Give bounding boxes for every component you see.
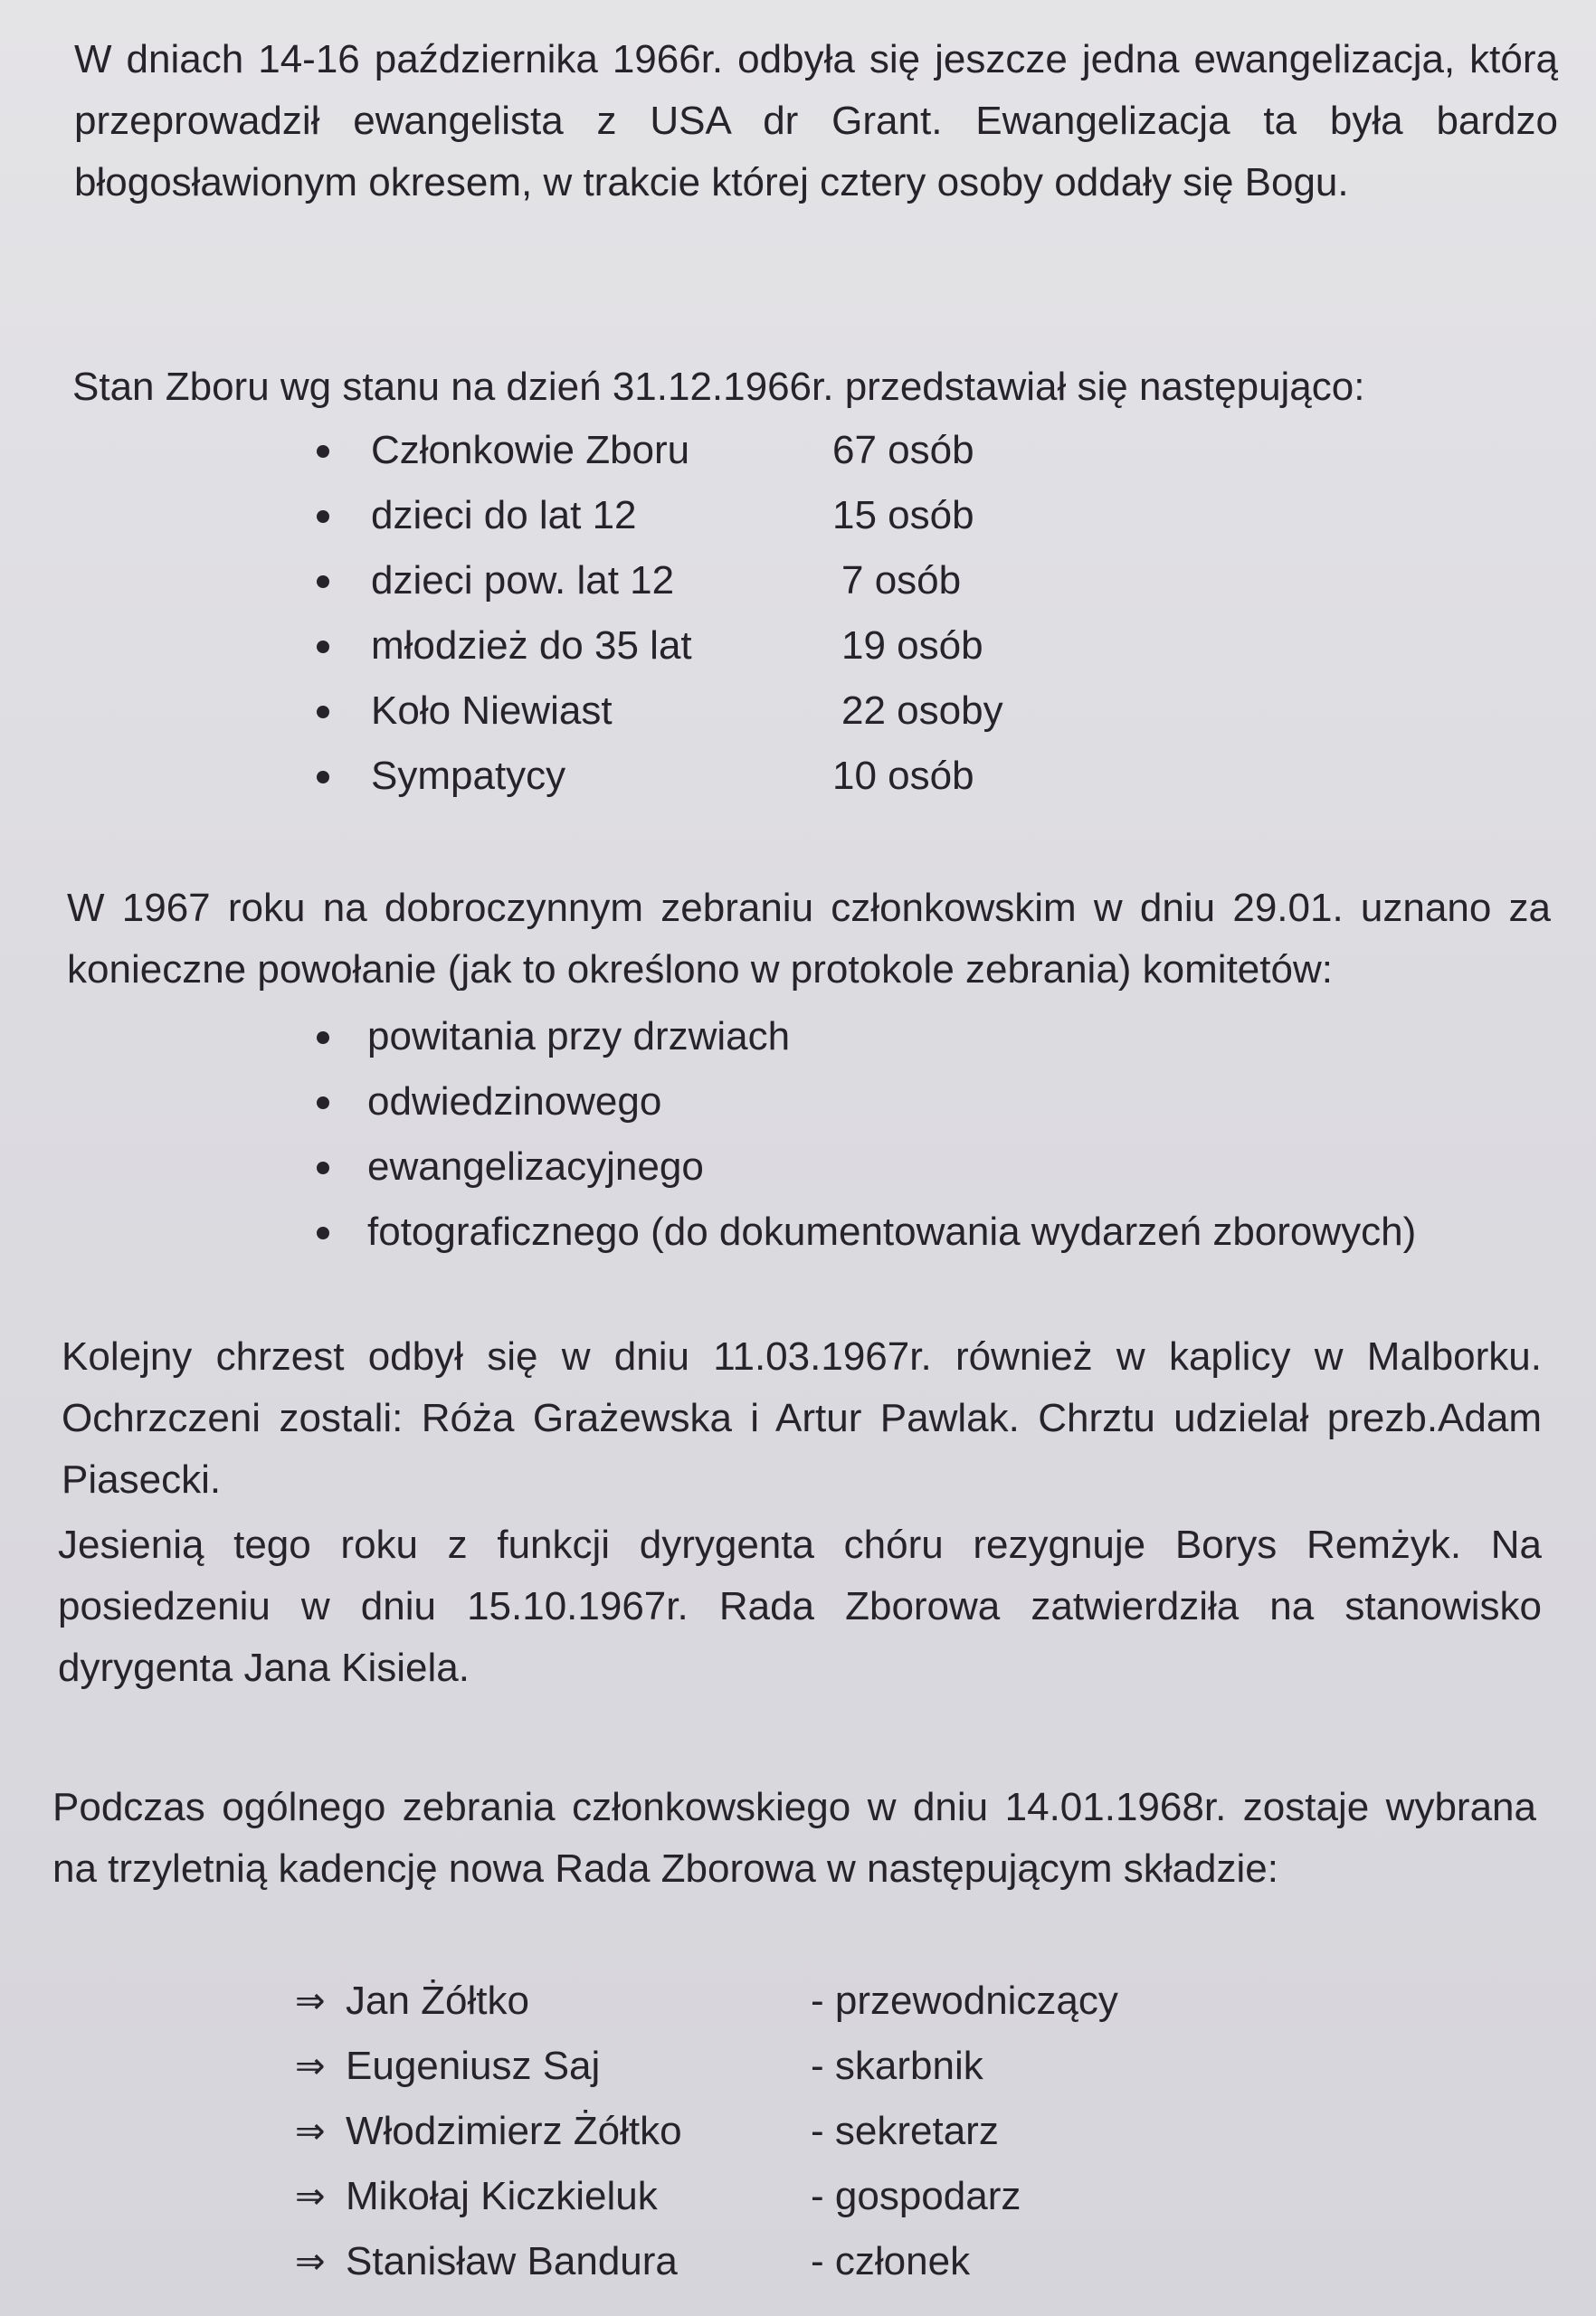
paragraph-conductor: Jesienią tego roku z funkcji dyrygenta chóru rezygnuje Borys Remżyk. Na posiedzeniu w dniu 15.10.1967r. Rada Zborowa zatwierdziła na stanowisko dyrygenta Jana Kisiela. <box>58 1523 1542 1690</box>
list-item <box>295 2229 1290 2294</box>
stat-count: 15 osób <box>832 493 974 537</box>
stat-label: Koło Niewiast <box>371 688 613 733</box>
list-item <box>295 2164 1290 2229</box>
bullet-icon <box>317 1031 329 1044</box>
list-item <box>317 418 1131 483</box>
committees-list <box>317 1004 1583 1265</box>
bullet-icon <box>317 641 329 653</box>
stat-count: 7 osób <box>841 558 962 603</box>
council-list <box>295 1969 1290 2294</box>
bullet-icon <box>317 575 329 588</box>
arrow-right-icon: ⇒ <box>295 1980 326 2022</box>
stat-count: 22 osoby <box>841 688 1003 733</box>
list-item <box>317 613 1131 679</box>
council-member-name: Stanisław Bandura <box>346 2239 678 2283</box>
bullet-icon <box>317 510 329 523</box>
list-item <box>317 548 1131 613</box>
arrow-right-icon: ⇒ <box>295 2176 326 2217</box>
bullet-icon <box>317 445 329 458</box>
list-item <box>317 483 1131 548</box>
council-member-name: Eugeniusz Saj <box>346 2044 601 2088</box>
stat-label: dzieci pow. lat 12 <box>371 558 675 603</box>
stat-count: 67 osób <box>832 428 974 472</box>
bullet-icon <box>317 706 329 718</box>
stat-count: 10 osób <box>832 754 974 798</box>
committee-label: odwiedzinowego <box>367 1079 662 1124</box>
list-item <box>295 1969 1290 2034</box>
stat-count: 19 osób <box>841 623 983 668</box>
arrow-right-icon: ⇒ <box>295 2241 326 2283</box>
committee-label: fotograficznego (do dokumentowania wydarzeń zborowych) <box>367 1210 1417 1254</box>
paragraph-church-status: Stan Zboru wg stanu na dzień 31.12.1966r. przedstawiał się następująco: <box>72 365 1365 409</box>
paragraph-committees: W 1967 roku na dobroczynnym zebraniu członkowskim w dniu 29.01. uznano za konieczne powołanie (jak to określono w protokole zebrania) komitetów: <box>67 886 1551 992</box>
arrow-right-icon: ⇒ <box>295 2111 326 2152</box>
stat-label: Sympatycy <box>371 754 566 798</box>
arrow-right-icon: ⇒ <box>295 2045 326 2087</box>
list-item <box>295 2034 1290 2099</box>
list-item <box>295 2099 1290 2164</box>
list-item <box>317 1004 1583 1069</box>
council-member-role: - skarbnik <box>811 2044 983 2088</box>
council-member-role: - członek <box>811 2239 971 2283</box>
list-item <box>317 1069 1583 1134</box>
stat-label: dzieci do lat 12 <box>371 493 637 537</box>
church-stats-list <box>317 418 1131 809</box>
list-item <box>317 679 1131 744</box>
bullet-icon <box>317 771 329 783</box>
list-item <box>317 1200 1583 1265</box>
list-item <box>317 744 1131 809</box>
council-member-role: - przewodniczący <box>811 1979 1118 2023</box>
stat-label: Członkowie Zboru <box>371 428 690 472</box>
bullet-icon <box>317 1096 329 1109</box>
bullet-icon <box>317 1162 329 1174</box>
paragraph-council-election: Podczas ogólnego zebrania członkowskiego w dniu 14.01.1968r. zostaje wybrana na trzyletnią kadencję nowa Rada Zborowa w następującym składzie: <box>52 1785 1536 1891</box>
bullet-icon <box>317 1227 329 1239</box>
list-item <box>317 1134 1583 1200</box>
committee-label: powitania przy drzwiach <box>367 1014 791 1058</box>
paragraph-evangelization: W dniach 14-16 października 1966r. odbyła się jeszcze jedna ewangelizacja, którą przeprowadził ewangelista z USA dr Grant. Ewangelizacja ta była bardzo błogosławionym okresem, w trakcie której cztery osoby oddały się Bogu. <box>74 37 1558 204</box>
council-member-name: Jan Żółtko <box>346 1979 529 2023</box>
council-member-name: Mikołaj Kiczkieluk <box>346 2174 658 2218</box>
stat-label: młodzież do 35 lat <box>371 623 692 668</box>
paragraph-baptism: Kolejny chrzest odbył się w dniu 11.03.1967r. również w kaplicy w Malborku. Ochrzczeni zostali: Róża Grażewska i Artur Pawlak. Chrztu udzielał prezb.Adam Piasecki. <box>62 1334 1542 1502</box>
council-member-role: - gospodarz <box>811 2174 1021 2218</box>
committee-label: ewangelizacyjnego <box>367 1144 704 1189</box>
council-member-name: Włodzimierz Żółtko <box>346 2109 682 2153</box>
council-member-role: - sekretarz <box>811 2109 999 2153</box>
